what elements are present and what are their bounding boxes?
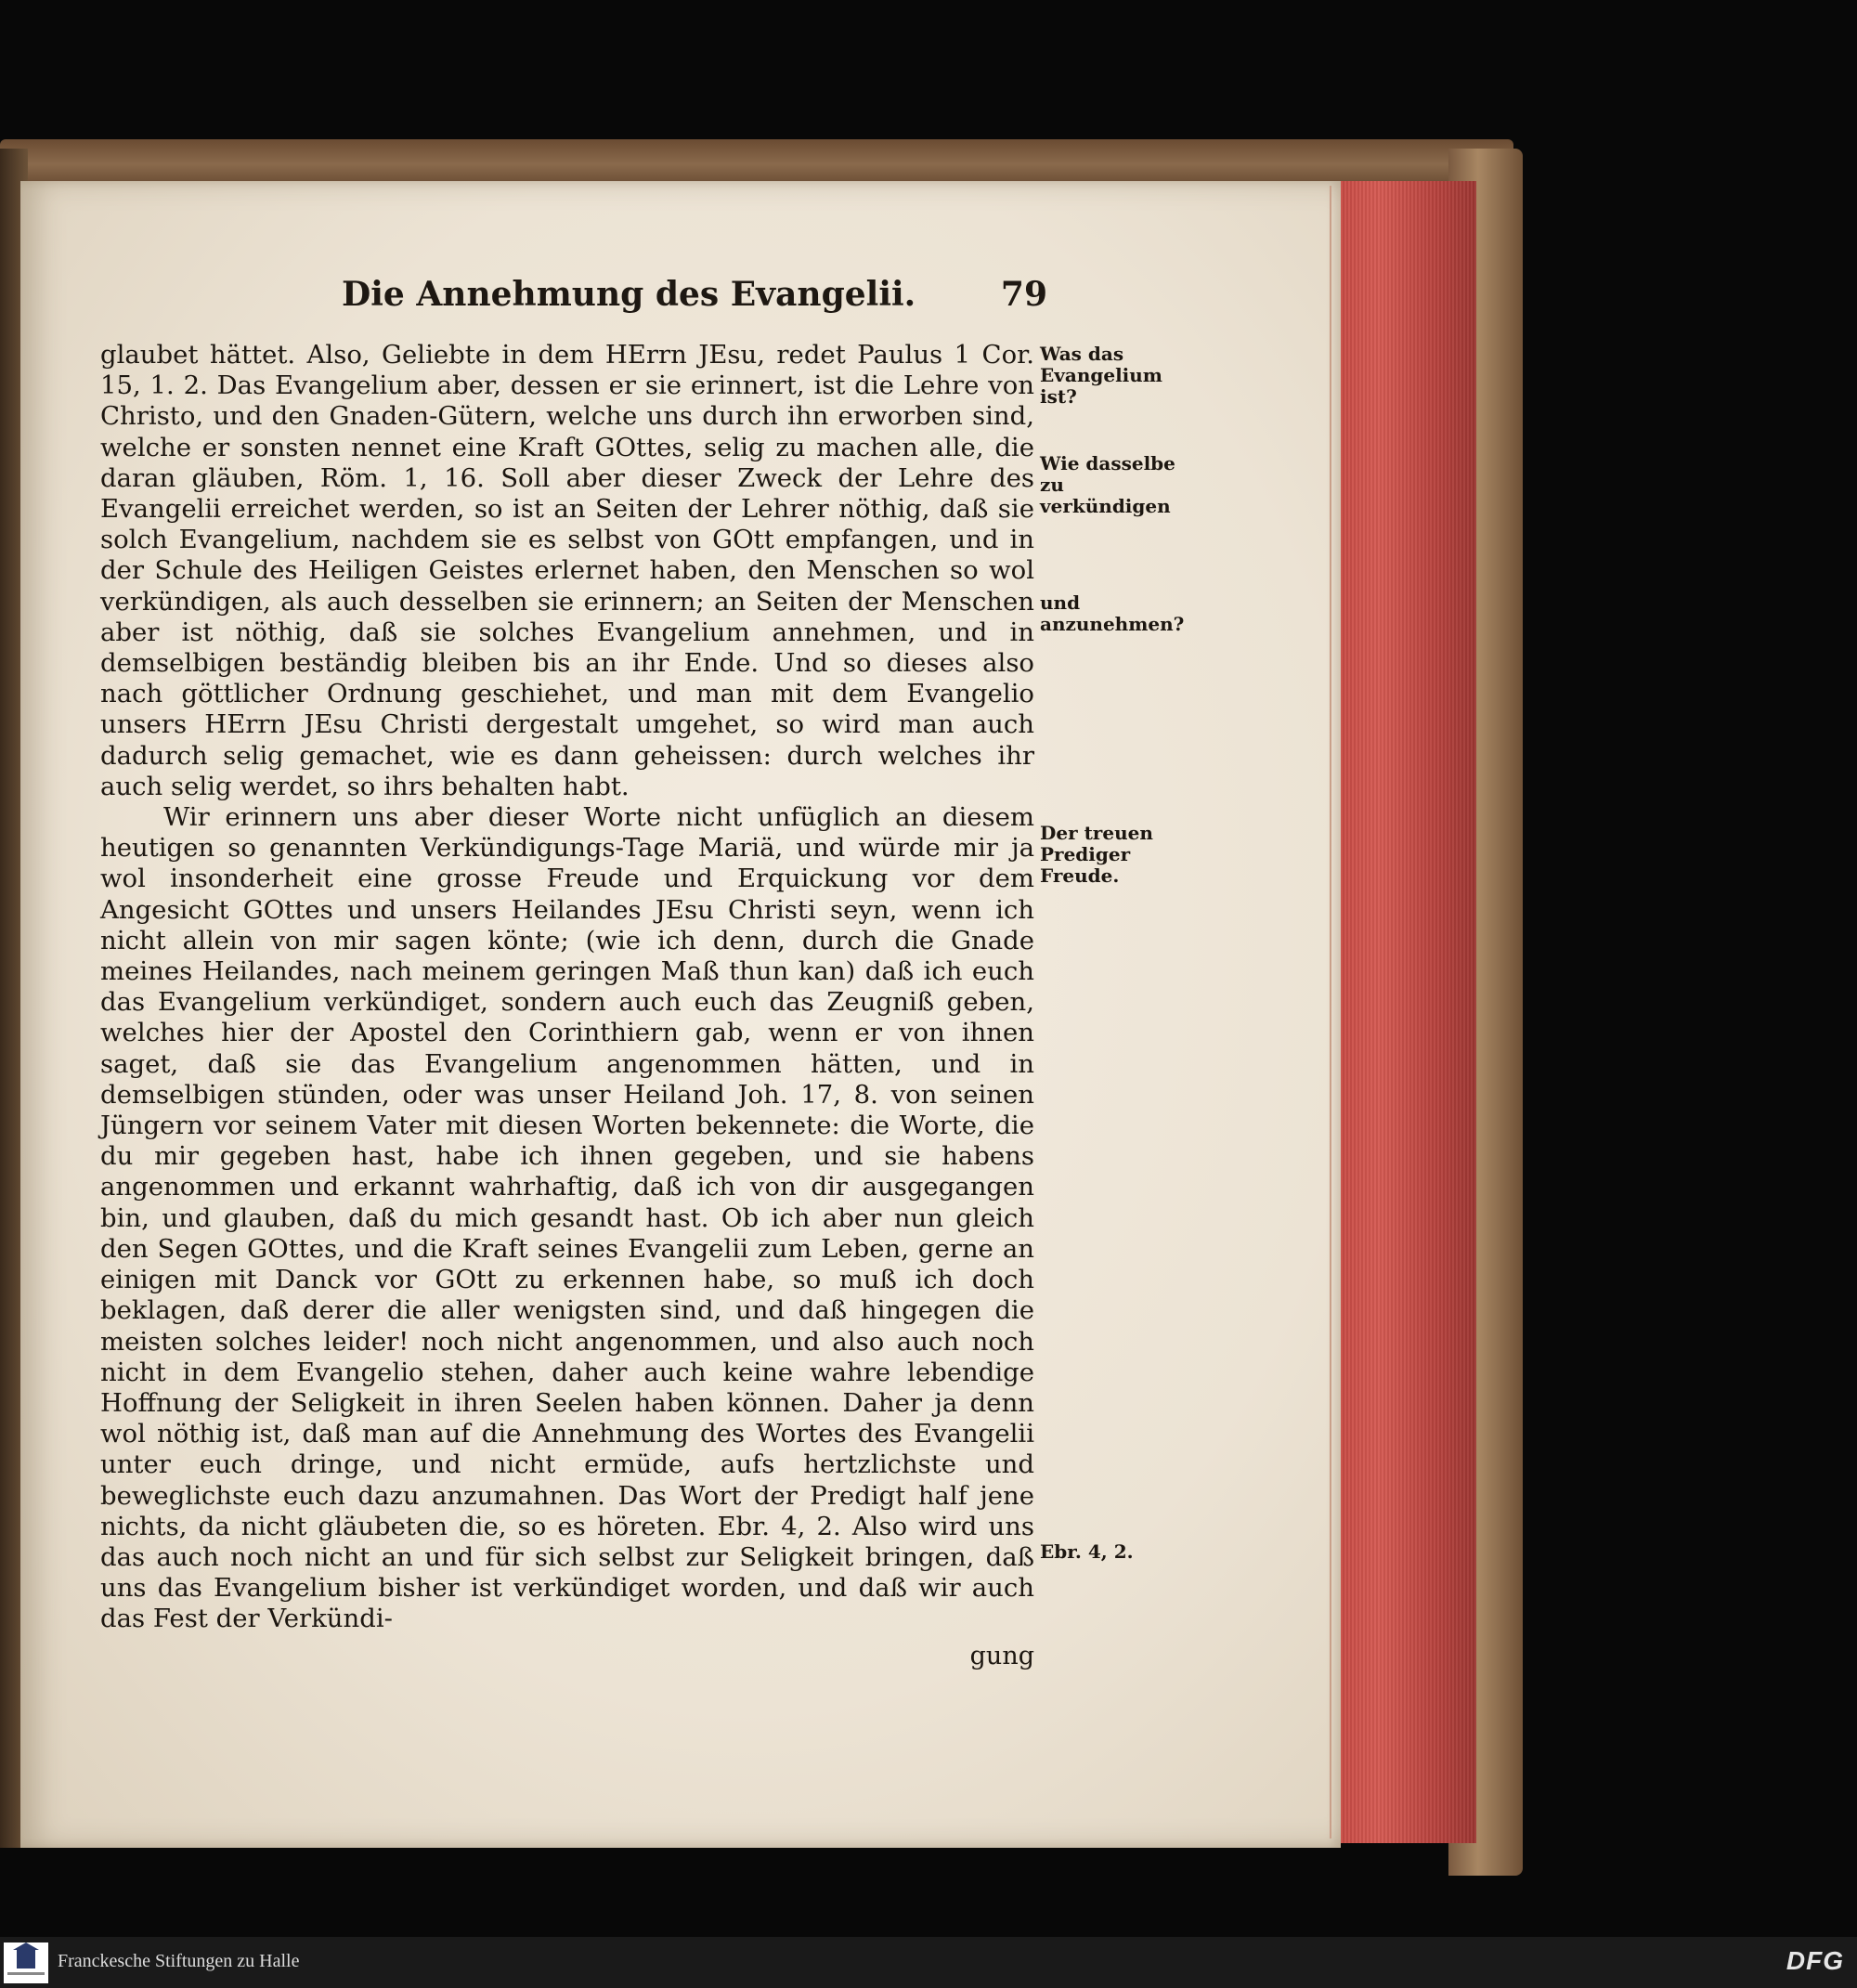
margin-note: und anzunehmen? [1040,591,1185,635]
paragraph: glaubet hättet. Also, Geliebte in dem HErrn JEsu, redet Paulus 1 Cor. 15, 1. 2. Das Evangelium aber, dessen er sie erinnert, ist die Lehre von Christo, und den Gnaden-Gütern, welche uns durch ihn erworben sind, welche er sonsten nennet eine Kraft GOttes, selig zu machen alle, die daran gläuben, Röm. 1, 16. Soll aber dieser Zweck der Lehre des Evangelii erreichet werden, so ist an Seiten der Lehrer nöthig, daß sie solch Evangelium, nachdem sie es selbst von GOtt empfangen, und in der Schule des Heiligen Geistes erlernet haben, den Menschen so wol verkündigen, als auch desselben sie erinnern; an Seiten der Menschen aber ist nöthig, daß sie solches Evangelium annehmen, und in demselbigen beständig bleiben bis an ihr Ende. Und so dieses also nach göttlicher Ordnung geschiehet, und man mit dem Evangelio unsers HErrn JEsu Christi dergestalt umgehet, so wird man auch dadurch selig gemachet, wie es dann geheissen: durch welches ihr auch selig werdet, so ihrs behalten habt. [100,340,1034,801]
margin-note: Der treuen Prediger Freude. [1040,822,1153,887]
page-edge-line [1330,186,1331,1839]
running-title: Die Annehmung des Evangelii. [342,275,916,314]
page-number: 79 [1000,275,1047,314]
paragraph: Wir erinnern uns aber dieser Worte nicht unfüglich an diesem heutigen so genannten Verkündigungs-Tage Mariä, und würde mir ja wol insonderheit eine grosse Freude und Erquickung vor dem Angesicht GOttes und unsers Heilandes JEsu Christi seyn, wenn ich nicht allein von mir sagen könte; (wie ich denn, durch die Gnade meines Heilandes, nach meinem geringen Maß thun kan) daß ich euch das Evangelium verkündiget, sondern auch euch das Zeugniß geben, welches hier der Apostel den Corinthiern gab, wenn er von ihnen saget, daß sie das Evangelium angenommen hätten, und in demselbigen stünden, oder was unser Heiland Joh. 17, 8. von seinen Jüngern vor seinem Vater mit diesen Worten bekennete: die Worte, die du mir gegeben hast, habe ich ihnen gegeben, und sie habens angenommen und erkannt wahrhaftig, daß ich von dir ausgegangen bin, und glauben, daß du mich gesandt hast. Ob ich aber nun gleich den Segen GOttes, und die Kraft seines Evangelii zum Leben, gerne an einigen mit Danck vor GOtt zu erkennen habe, so muß ich doch beklagen, daß derer die aller wenigsten sind, und daß hingegen die meisten solches leider! noch nicht angenommen, und also auch noch nicht in dem Evangelio stehen, daher auch keine wahre lebendige Hoffnung der Seligkeit in ihren Seelen haben können. Daher ja denn wol nöthig ist, daß man auf die Annehmung des Wortes des Evangelii unter euch dringe, und nicht ermüde, aufs hertzlichste und beweglichste euch dazu anzumahnen. Das Wort der Predigt half jene nichts, da nicht gläubeten die, so es höreten. Ebr. 4, 2. Also wird uns das auch noch nicht an und für sich selbst zur Seligkeit bringen, daß uns das Evangelium bisher ist verkündiget worden, und daß wir auch das Fest der Verkündi- [100,802,1034,1634]
institution-logo-icon [4,1943,48,1983]
main-text [100,340,1034,1635]
running-head [342,275,1047,321]
margin-note: Wie dasselbe zu verkündigen [1040,452,1175,517]
institution-name: Franckesche Stiftungen zu Halle [58,1951,300,1971]
catchword: gung [969,1642,1034,1670]
dfg-logo: DFG [1786,1946,1844,1975]
viewer-footer [0,1937,1857,1988]
margin-note: Was das Evangelium ist? [1040,343,1162,408]
margin-note: Ebr. 4, 2. [1040,1540,1134,1563]
red-page-edges [1337,181,1476,1843]
